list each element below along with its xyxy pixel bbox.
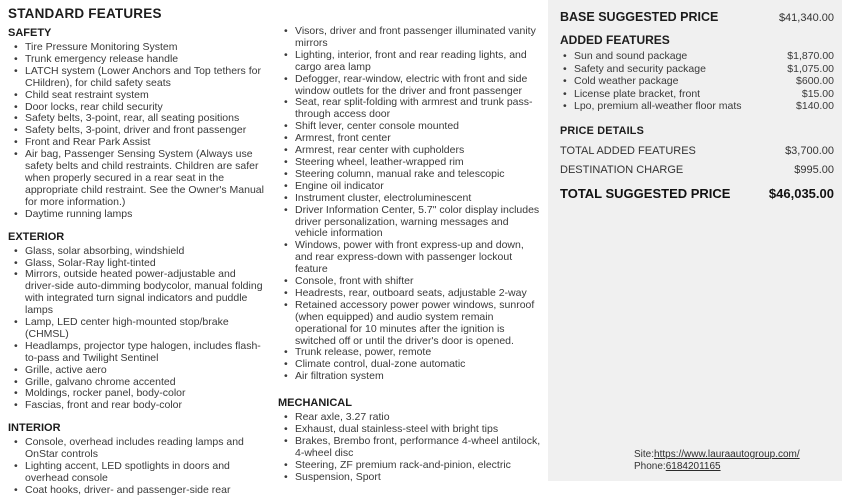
feature-item: • Trunk release, power, remote (278, 347, 542, 359)
price-panel (548, 0, 842, 481)
feature-item: • Grille, active aero (8, 365, 266, 377)
feature-item: • Air bag, Passenger Sensing System (Always use safety belts and child restraints. Children are safer when properly secured in a rear seat in the appropriate child restraint. See the Owner's Manual for more information.) (8, 149, 266, 209)
feature-item: • Air filtration system (278, 371, 542, 383)
feature-item: • Engine oil indicator (278, 181, 542, 193)
feature-item: • Steering, ZF premium rack-and-pinion, electric (278, 460, 542, 472)
section-interior-continued (278, 26, 542, 383)
site-label: Site: (634, 449, 655, 460)
total-suggested-price-value: $46,035.00 (768, 185, 834, 201)
total-added-features-value: $3,700.00 (785, 144, 834, 157)
total-added-features-label: TOTAL ADDED FEATURES (560, 144, 696, 157)
feature-item: • Grille, galvano chrome accented (8, 377, 266, 389)
added-features-list (560, 50, 834, 113)
phone-label: Phone: (634, 461, 666, 472)
feature-item: • Tire Pressure Monitoring System (8, 42, 266, 54)
section-title-mechanical: MECHANICAL (278, 397, 352, 410)
feature-item: • Suspension, Sport (278, 472, 542, 484)
feature-item: • Visors, driver and front passenger illuminated vanity mirrors (278, 26, 542, 50)
feature-item: • Retained accessory power power windows, sunroof (when equipped) and audio system remain operational for 10 minutes after the ignition is switched off or until the driver's door is opened. (278, 300, 542, 348)
feature-item: • Console, front with shifter (278, 276, 542, 288)
safety-feature-list (8, 42, 266, 221)
destination-charge-row (560, 164, 834, 176)
exterior-feature-list (8, 246, 266, 413)
added-feature-price: $15.00 (801, 87, 834, 100)
interior-feature-list-continued (278, 26, 542, 383)
added-feature-label: • Lpo, premium all-weather floor mats (574, 100, 742, 113)
dealer-contact (634, 449, 800, 473)
feature-item: • Moldings, rocker panel, body-color (8, 388, 266, 400)
feature-item: • Daytime running lamps (8, 209, 266, 221)
added-feature-label: • Safety and security package (574, 62, 706, 75)
base-price-row (560, 10, 834, 24)
feature-item: • Trunk emergency release handle (8, 54, 266, 66)
feature-item: • Lighting accent, LED spotlights in doors and overhead console (8, 461, 266, 485)
feature-item: • Windows, power with front express-up and down, and rear express-down with passenger lockout feature (278, 240, 542, 276)
features-column-1 (0, 0, 270, 496)
feature-item: • Seat, rear split-folding with armrest and trunk pass-through access door (278, 97, 542, 121)
added-feature-row (560, 50, 834, 63)
base-price-label: BASE SUGGESTED PRICE (560, 10, 719, 24)
added-feature-price: $140.00 (796, 100, 834, 113)
added-feature-price: $1,075.00 (787, 62, 834, 75)
feature-item: • Safety belts, 3-point, rear, all seating positions (8, 113, 266, 125)
feature-item: • Coat hooks, driver- and passenger-side rear (8, 485, 266, 497)
feature-item: • Steering wheel, leather-wrapped rim (278, 157, 542, 169)
feature-item: • Lighting, interior, front and rear reading lights, and cargo area lamp (278, 50, 542, 74)
total-added-features-row (560, 145, 834, 157)
feature-item: • Steering column, manual rake and telescopic (278, 169, 542, 181)
feature-item: • Mirrors, outside heated power-adjustable and driver-side auto-dimming bodycolor, manual folding with integrated turn signal indicators and puddle lamps (8, 269, 266, 317)
feature-item: • Headlamps, projector type halogen, includes flash-to-pass and Twilight Sentinel (8, 341, 266, 365)
section-safety (8, 27, 266, 221)
feature-item: • LATCH system (Lower Anchors and Top tethers for CHildren), for child safety seats (8, 66, 266, 90)
section-title-exterior: EXTERIOR (8, 230, 65, 243)
total-suggested-price-row (560, 186, 834, 201)
added-feature-row (560, 63, 834, 76)
feature-item: • Glass, solar absorbing, windshield (8, 246, 266, 258)
added-feature-row (560, 88, 834, 101)
destination-charge-label: DESTINATION CHARGE (560, 163, 684, 176)
added-features-heading: ADDED FEATURES (560, 33, 670, 47)
section-mechanical (278, 397, 542, 483)
mechanical-feature-list (278, 412, 542, 483)
added-feature-label: • Sun and sound package (574, 50, 688, 62)
section-exterior (8, 231, 266, 413)
site-line (634, 449, 800, 461)
added-feature-row (560, 100, 834, 113)
feature-item: • Shift lever, center console mounted (278, 121, 542, 133)
feature-item: • Armrest, front center (278, 133, 542, 145)
phone-link[interactable]: 6184201165 (665, 461, 721, 472)
feature-item: • Front and Rear Park Assist (8, 137, 266, 149)
feature-item: • Headrests, rear, outboard seats, adjustable 2-way (278, 288, 542, 300)
feature-item: • Rear axle, 3.27 ratio (278, 412, 542, 424)
added-feature-price: $1,870.00 (787, 50, 834, 62)
feature-item: • Lamp, LED center high-mounted stop/brake (CHMSL) (8, 317, 266, 341)
feature-item: • Driver Information Center, 5.7" color display includes driver personalization, warning messages and vehicle information (278, 205, 542, 241)
added-feature-label: • License plate bracket, front (574, 87, 701, 100)
base-price-value: $41,340.00 (778, 12, 834, 24)
feature-item: • Fascias, front and rear body-color (8, 400, 266, 412)
feature-item: • Defogger, rear-window, electric with front and side window outlets for the driver and front passenger (278, 74, 542, 98)
phone-line (634, 461, 800, 473)
feature-item: • Armrest, rear center with cupholders (278, 145, 542, 157)
feature-item: • Climate control, dual-zone automatic (278, 359, 542, 371)
added-feature-row (560, 75, 834, 88)
feature-item: • Console, overhead includes reading lamps and OnStar controls (8, 437, 266, 461)
interior-feature-list (8, 437, 266, 497)
section-title-safety: SAFETY (8, 27, 52, 39)
feature-item: • Instrument cluster, electroluminescent (278, 193, 542, 205)
feature-item: • Brakes, Brembo front, performance 4-wheel antilock, 4-wheel disc (278, 436, 542, 460)
feature-item: • Safety belts, 3-point, driver and front passenger (8, 125, 266, 137)
feature-item: • Child seat restraint system (8, 90, 266, 102)
price-details-heading: PRICE DETAILS (560, 124, 644, 137)
added-feature-price: $600.00 (796, 75, 834, 88)
feature-item: • Door locks, rear child security (8, 102, 266, 114)
feature-item: • Exhaust, dual stainless-steel with bright tips (278, 424, 542, 436)
destination-charge-value: $995.00 (794, 163, 834, 176)
feature-item: • Glass, Solar-Ray light-tinted (8, 258, 266, 270)
section-title-interior: INTERIOR (8, 422, 61, 435)
added-feature-label: • Cold weather package (574, 75, 679, 88)
site-link[interactable]: https://www.lauraautogroup.com/ (654, 449, 800, 460)
standard-features-heading: STANDARD FEATURES (8, 6, 162, 21)
section-interior (8, 422, 266, 497)
total-suggested-price-label: TOTAL SUGGESTED PRICE (560, 185, 731, 201)
features-column-2 (270, 0, 548, 481)
